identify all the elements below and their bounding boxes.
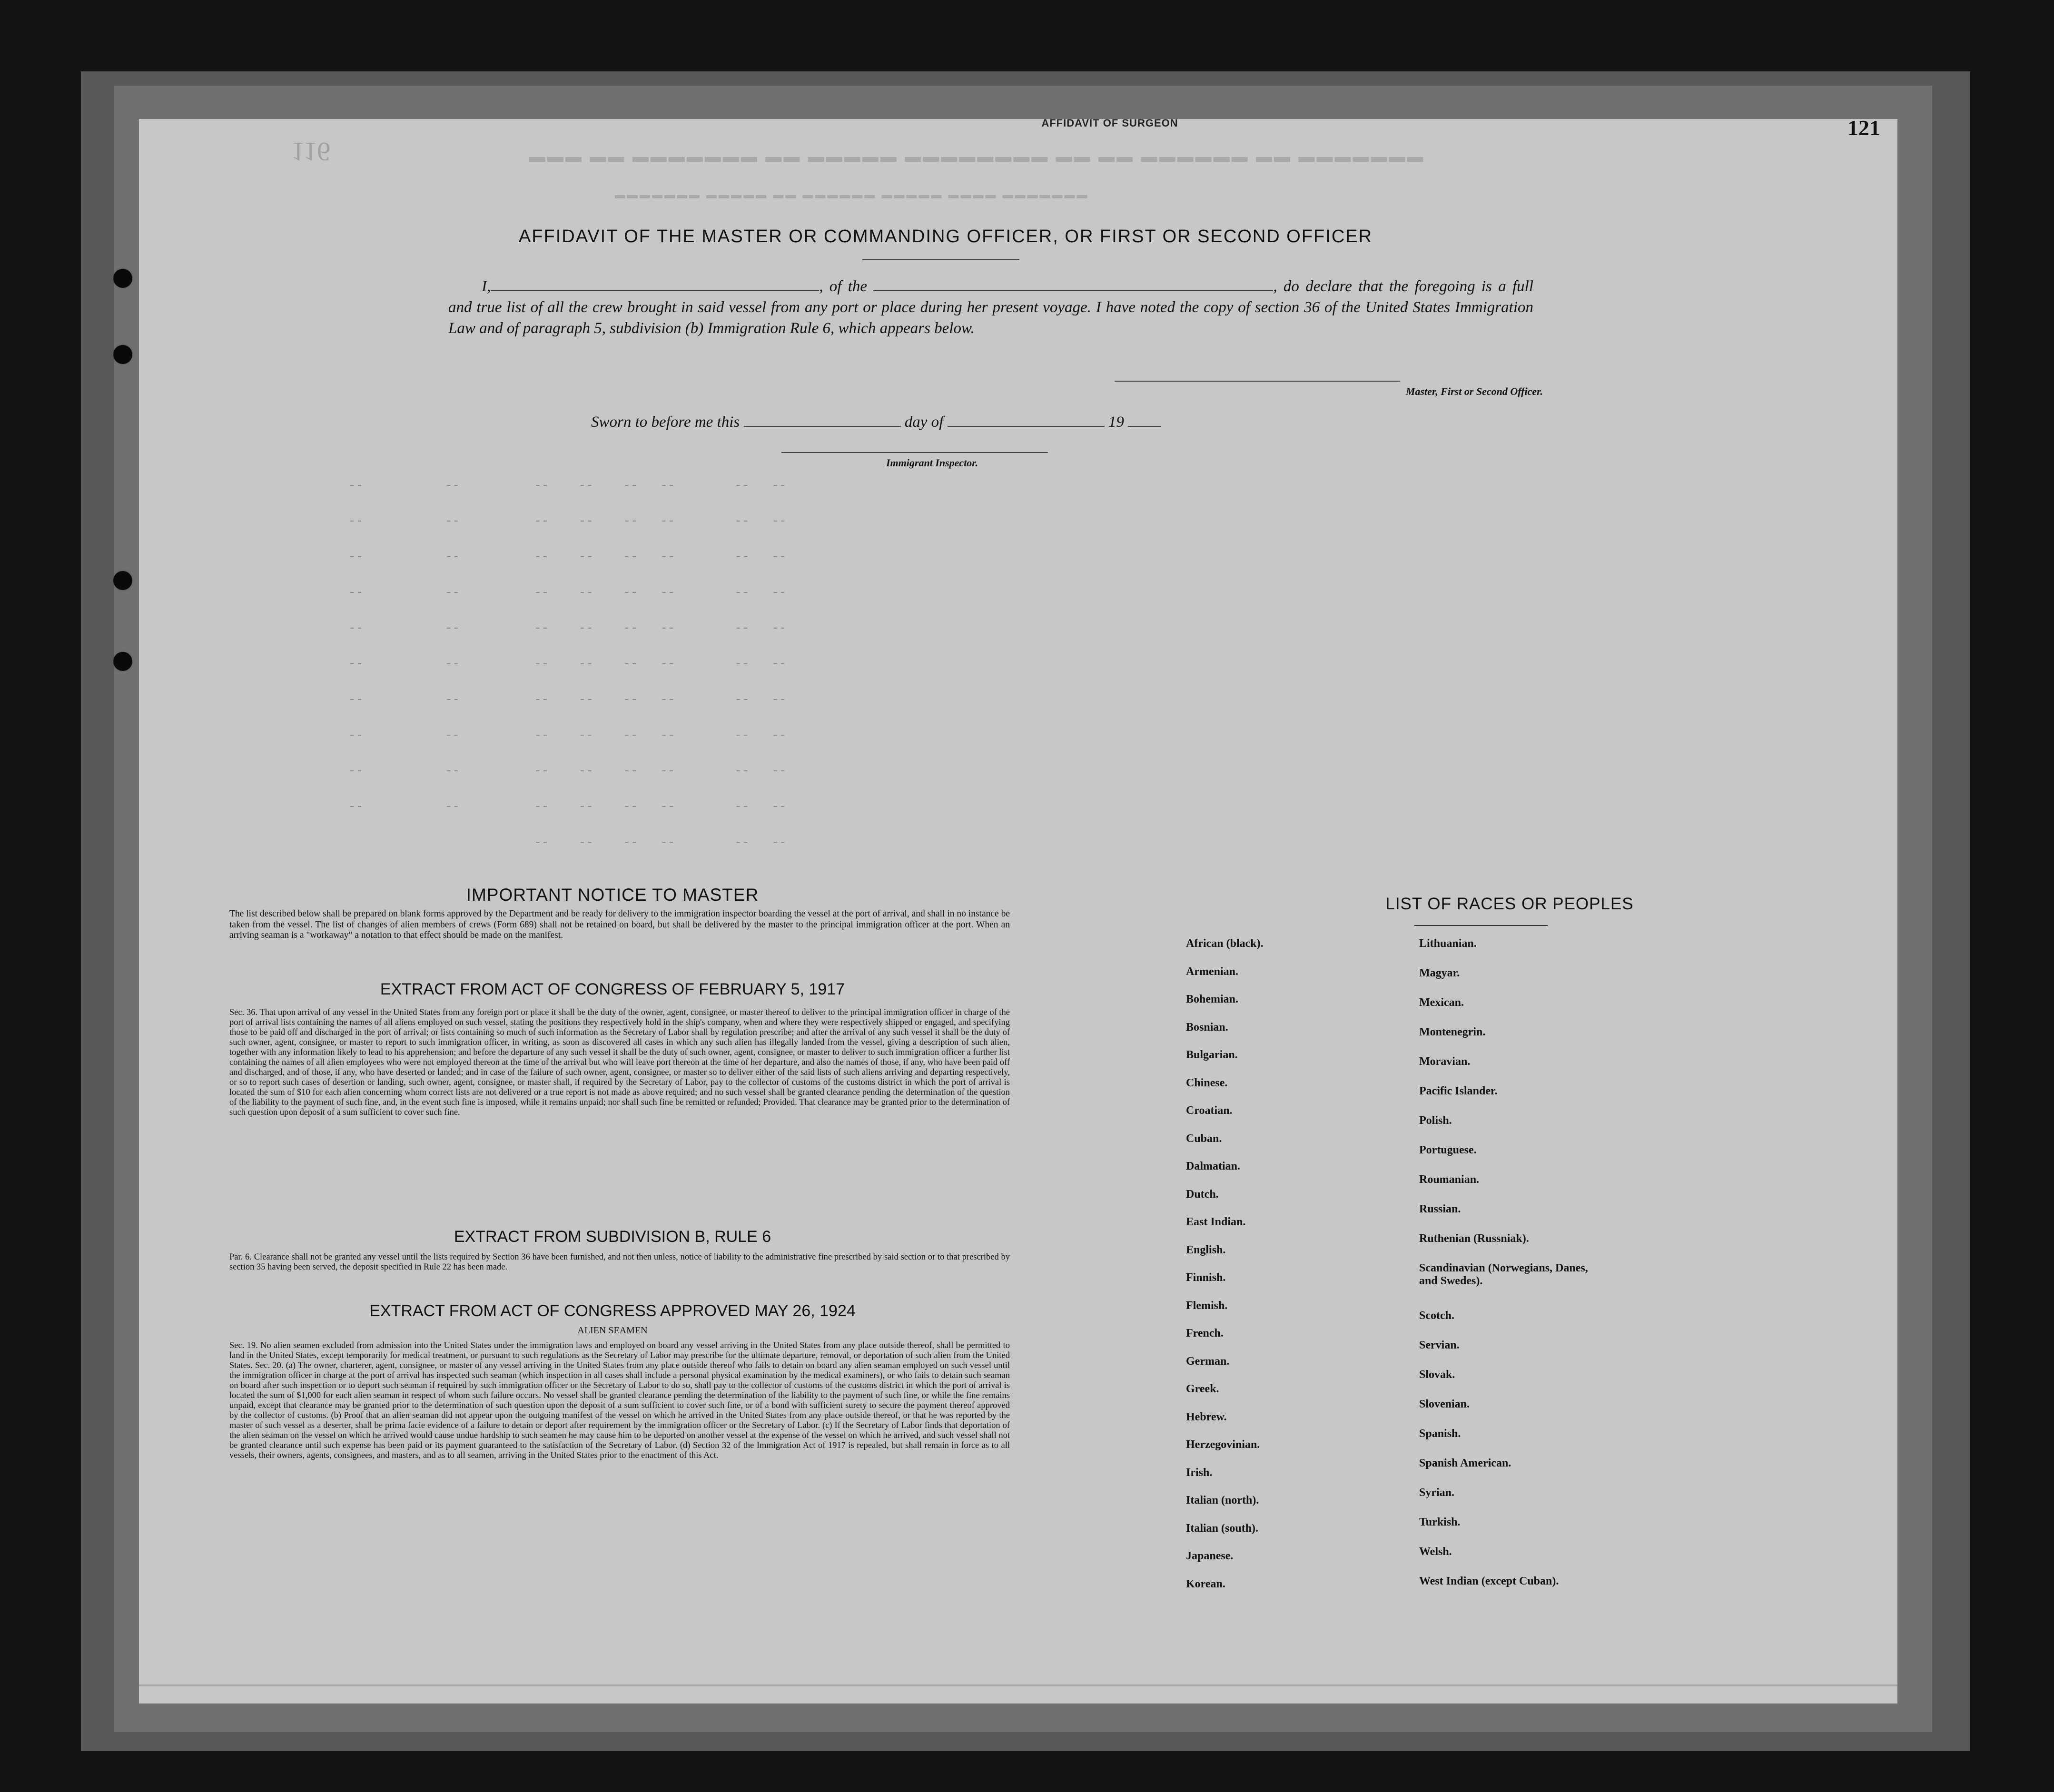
signature-caption: Master, First or Second Officer.: [1405, 385, 1543, 397]
race-item: Magyar.: [1419, 967, 1460, 979]
races-title-rule: [1414, 925, 1548, 926]
race-item: Russian.: [1419, 1203, 1461, 1215]
ditto-row: -- -- -- -- -- -- -- --: [348, 728, 794, 742]
extract-1924-text: Sec. 19. No alien seamen excluded from admission into the United States under the immigration laws and employed on board any vessel arriving in the United States from any place outside thereof, shall be permitted to land in the United States, except temporarily for medical treatment, or pursuant to such regulations as the Secretary of Labor may prescribe for the ultimate departure, removal, or deportation of such alien from the United States. Sec. 20. (a) The owner, charterer, agent, consignee, or master of any vessel arriving in the United States from any place outside thereof who fails to detain on board any alien seaman employed on such vessel until the immigration officer in charge at the port of arrival has inspected such seaman (which inspection in all cases shall include a personal physical examination by the medical examiners), or who fails to detain such seaman on board after such inspection or to deport such seaman if required by such immigration officer or the Secretary of Labor to do so, shall pay to the collector of customs of the customs district in which the port of arrival is located the sum of $1,000 for each alien seaman in respect of whom such failure occurs. No vessel shall be granted clearance pending the determination of the liability to the payment of such fine, or while the fine remains unpaid, except that clearance may be granted prior to the determination of such question upon the deposit of a sum sufficient to cover such fine, or of a bond with sufficient surety to secure the payment thereof approved by the collector of customs. (b) Proof that an alien seaman did not appear upon the outgoing manifest of the vessel on which he arrived in the United States from any place outside thereof, or that he was reported by the master of such vessel as a deserter, shall be prima facie evidence of a failure to detain or deport after requirement by the immigration officer or the Secretary of Labor. (c) If the Secretary of Labor finds that deportation of the alien seaman on the vessel on which he arrived would cause undue hardship to such seamen he may cause him to be deported on another vessel at the expense of the vessel on which he arrived, and such vessel shall not be granted clearance until such expense has been paid or its payment guaranteed to the satisfaction of the Secretary of Labor. (d) Section 32 of the Immigration Act of 1917 is repealed, but shall remain in force as to all vessels, their owners, agents, consignees, and masters, and as to all seamen, arriving in the United States prior to the enactment of this Act.: [229, 1341, 1010, 1460]
race-item: Bosnian.: [1186, 1021, 1228, 1034]
race-item: Mexican.: [1419, 996, 1464, 1009]
race-item: German.: [1186, 1355, 1230, 1368]
bleed-through-line: ▬▬▬ ▬▬ ▬▬▬▬▬▬▬ ▬▬ ▬▬▬▬▬ ▬▬▬▬▬▬▬▬ ▬▬ ▬▬ ▬▬▬▬▬▬ ▬▬ ▬▬▬▬▬▬▬: [529, 153, 1425, 171]
race-item: Welsh.: [1419, 1546, 1452, 1558]
bleed-through-line: ▬▬▬▬▬▬▬ ▬▬▬▬▬ ▬▬ ▬▬▬▬▬▬ ▬▬▬▬▬ ▬▬▬▬ ▬▬▬▬▬▬▬: [615, 193, 1089, 205]
ditto-row: -- -- -- -- -- -- -- --: [348, 692, 794, 707]
binder-hole-left-3: [113, 571, 132, 590]
ditto-row: -- -- -- -- -- -- -- --: [348, 585, 794, 600]
race-item: Finnish.: [1186, 1271, 1226, 1284]
race-item: English.: [1186, 1243, 1226, 1256]
race-item: East Indian.: [1186, 1216, 1246, 1228]
race-item: Slovenian.: [1419, 1398, 1470, 1410]
ditto-row: -- -- -- -- -- --: [348, 835, 794, 849]
race-item: Montenegrin.: [1419, 1026, 1486, 1038]
race-item: Hebrew.: [1186, 1410, 1227, 1423]
race-item: Polish.: [1419, 1114, 1452, 1127]
race-item: French.: [1186, 1327, 1224, 1339]
extract-rule6-text: Par. 6. Clearance shall not be granted any vessel until the lists required by Section 36 have been furnished, and not then unless, notice of liability to the administrative fine prescribed by said section or to that prescribed by section 35 having been served, the deposit specified in Rule 22 has been made.: [229, 1252, 1010, 1272]
extract-1924-subtitle: ALIEN SEAMEN: [577, 1325, 648, 1336]
ditto-row: -- -- -- -- -- -- -- --: [348, 657, 794, 671]
race-item: Armenian.: [1186, 965, 1238, 978]
sworn-year-blank[interactable]: [1128, 412, 1161, 427]
race-item: Spanish.: [1419, 1428, 1461, 1440]
decl-i: I,: [482, 278, 491, 295]
master-signature-line[interactable]: [1115, 381, 1400, 382]
declaration-text: that the foregoing is a full and true list of all the crew brought in said vessel from any port or place during her present voyage. I have noted the copy of section 36 of the United States Immigration Law and of paragraph 5, subdivision (b) Immigration Rule 6, which appears below.: [448, 278, 1533, 337]
race-item: Scotch.: [1419, 1310, 1454, 1322]
vessel-name-blank[interactable]: [873, 276, 1273, 291]
race-item: Scandinavian (Norwegians, Danes, and Swedes).: [1419, 1262, 1588, 1287]
races-left-column: [1186, 937, 1433, 1604]
race-item: African (black).: [1186, 937, 1264, 950]
race-item: West Indian (except Cuban).: [1419, 1575, 1559, 1587]
sworn-line: [591, 412, 1353, 435]
race-item: Dalmatian.: [1186, 1160, 1240, 1172]
races-right-column: [1419, 937, 1619, 1604]
sworn-day-blank[interactable]: [744, 412, 901, 427]
sworn-day-of: day of: [904, 414, 944, 431]
race-item: Bohemian.: [1186, 993, 1239, 1005]
race-item: Italian (north).: [1186, 1494, 1259, 1506]
race-item: Servian.: [1419, 1339, 1460, 1351]
ditto-row: -- -- -- -- -- -- -- --: [348, 764, 794, 778]
notice-title: IMPORTANT NOTICE TO MASTER: [466, 885, 759, 905]
ditto-row: -- -- -- -- -- -- -- --: [348, 550, 794, 564]
inspector-signature-line[interactable]: [781, 452, 1048, 453]
race-item: Japanese.: [1186, 1550, 1234, 1562]
extract-rule6-title: EXTRACT FROM SUBDIVISION B, RULE 6: [454, 1228, 771, 1246]
race-item: Herzegovinian.: [1186, 1438, 1260, 1451]
race-item: Korean.: [1186, 1577, 1225, 1590]
race-item: Lithuanian.: [1419, 937, 1477, 950]
race-item: Chinese.: [1186, 1076, 1228, 1089]
title-rule: [862, 259, 1019, 260]
race-item: Irish.: [1186, 1466, 1213, 1479]
binder-hole-left-1: [113, 269, 132, 288]
page-number: 121: [1847, 116, 1880, 140]
sheet-fold-line: [139, 1684, 1897, 1686]
ditto-row: -- -- -- -- -- -- -- --: [348, 514, 794, 528]
notice-text: The list described below shall be prepared on blank forms approved by the Department and be ready for delivery to the immigration inspector boarding the vessel at the port of arrival, and shall in no instance be taken from the vessel. The list of changes of alien members of crews (Form 689) shall not be retained on board, but shall be delivered by the master to the principal immigration officer at the port. When an arriving seaman is a "workaway" a notation to that effect should be made on the manifest.: [229, 909, 1010, 940]
race-item: Spanish American.: [1419, 1457, 1511, 1469]
extract-1917-text: Sec. 36. That upon arrival of any vessel in the United States from any foreign port or place it shall be the duty of the owner, agent, consignee, or master thereof to deliver to the principal immigration officer in charge of the port of arrival lists containing the names of all aliens employed on such vessel, stating the positions they respectively hold in the ship's company, when and where they were respectively shipped or engaged, and specifying those to be paid off and discharged in the port of arrival; or lists containing so much of such information as the Secretary of Labor shall by regulation prescribe; and after the arrival of any such vessel it shall be the duty of such owner, agent, consignee, or master to report to such immigration officer, in writing, as soon as discovered all cases in which any such alien has illegally landed from the vessel, giving a description of such alien, together with any information likely to lead to his apprehension; and before the departure of any such vessel it shall be the duty of such owner, agent, consignee, or master to deliver to such immigration officer a further list containing the names of all alien employees who were not employed thereon at the time of the arrival but who will leave port thereon at the time of her departure, and also the names of those, if any, who have been paid off and discharged, and of those, if any, who have deserted or landed; and in case of the failure of such owner, agent, consignee, or master so to deliver either of the said lists of such aliens arriving and departing respectively, or so to report such cases of desertion or landing, such owner, agent, consignee, or master shall, if required by the Secretary of Labor, pay to the collector of customs of the customs district in which the port of arrival is located the sum of $10 for each alien concerning whom correct lists are not delivered or a true report is not made as above required; and no such vessel shall be granted clearance pending the determination of the question of the liability to the payment of such fine, and, in the event such fine is imposed, while it remains unpaid; nor shall such fine be remitted or refunded; Provided. That clearance may be granted prior to the determination of such question upon deposit of a sum sufficient to cover such fine.: [229, 1008, 1010, 1117]
inspector-caption: Immigrant Inspector.: [886, 457, 978, 469]
race-item: Turkish.: [1419, 1516, 1461, 1528]
race-item: Greek.: [1186, 1383, 1219, 1395]
top-header-label: AFFIDAVIT OF SURGEON: [1041, 117, 1178, 129]
master-name-blank[interactable]: [491, 276, 819, 291]
race-item: Slovak.: [1419, 1369, 1455, 1381]
races-title: LIST OF RACES OR PEOPLES: [1385, 895, 1634, 913]
sworn-month-blank[interactable]: [948, 412, 1105, 427]
race-item: Italian (south).: [1186, 1522, 1259, 1535]
declaration-paragraph: [448, 276, 1533, 381]
race-item: Syrian.: [1419, 1487, 1455, 1499]
race-item: Bulgarian.: [1186, 1049, 1238, 1061]
binder-hole-left-4: [113, 652, 132, 671]
ditto-row: -- -- -- -- -- -- -- --: [348, 478, 794, 492]
extract-1917-title: EXTRACT FROM ACT OF CONGRESS OF FEBRUARY 5, 1917: [380, 980, 845, 998]
race-item: Portuguese.: [1419, 1144, 1477, 1156]
race-item: Pacific Islander.: [1419, 1085, 1498, 1097]
decl-of-the: , of the: [819, 278, 868, 295]
sworn-prefix: Sworn to before me this: [591, 414, 740, 431]
ditto-row: -- -- -- -- -- -- -- --: [348, 621, 794, 635]
sworn-year: 19: [1108, 414, 1124, 431]
manifest-sheet: [139, 116, 1897, 1703]
race-item: Ruthenian (Russniak).: [1419, 1232, 1529, 1245]
bleed-through-number: 116: [291, 137, 330, 166]
affidavit-title: AFFIDAVIT OF THE MASTER OR COMMANDING OFFICER, OR FIRST OR SECOND OFFICER: [518, 226, 1373, 246]
race-item: Dutch.: [1186, 1188, 1219, 1201]
decl-do-declare: , do declare: [1273, 278, 1352, 295]
race-item: Cuban.: [1186, 1132, 1222, 1145]
race-item: Croatian.: [1186, 1104, 1233, 1117]
binder-hole-left-2: [113, 345, 132, 364]
race-item: Flemish.: [1186, 1299, 1228, 1312]
race-item: Roumanian.: [1419, 1173, 1480, 1186]
extract-1924-title: EXTRACT FROM ACT OF CONGRESS APPROVED MAY 26, 1924: [369, 1302, 856, 1320]
ditto-row: -- -- -- -- -- -- -- --: [348, 799, 794, 814]
race-item: Moravian.: [1419, 1055, 1471, 1068]
